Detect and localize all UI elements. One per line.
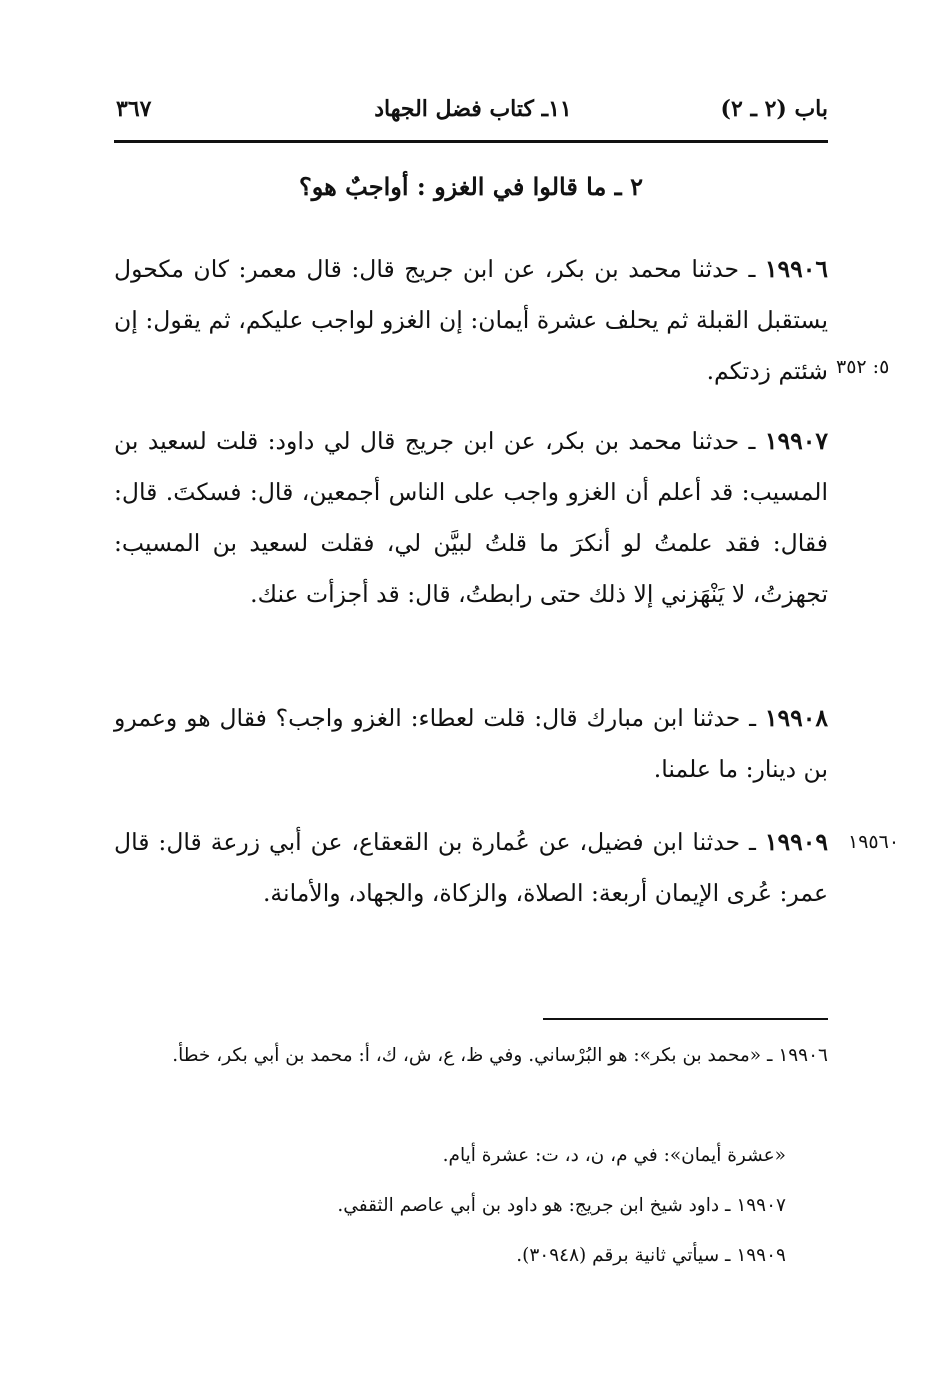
hadith-text: ـ حدثنا ابن فضيل، عن عُمارة بن القعقاع، عن أبي زرعة قال: قال عمر: عُرى الإيمان أربعة: الصلاة، والزكاة، والجهاد، والأمانة.	[114, 828, 828, 907]
hadith-paragraph	[114, 693, 828, 795]
footnote: ١٩٩٠٧ ـ داود شيخ ابن جريج: هو داود بن أبي عاصم الثقفي.	[337, 1195, 786, 1216]
hadith-paragraph	[114, 817, 828, 919]
header-rule	[114, 140, 828, 143]
hadith-paragraph	[114, 416, 828, 620]
margin-note: ٥: ٣٥٢	[836, 356, 890, 378]
hadith-number: ١٩٩٠٧	[764, 427, 828, 455]
hadith-text: ـ حدثنا محمد بن بكر، عن ابن جريج قال لي داود: قلت لسعيد بن المسيب: قد أعلم أن الغزو واجب على الناس أجمعين، قال: فسكتَ. قال: فقال: فقد علمتُ لو أنكرَ ما قلتُ لبيَّن لي، فقلت لسعيد بن المسيب: تجهزتُ، لا يَنْهَزني إلا ذلك حتى رابطتُ، قال: قد أجزأت عنك.	[114, 427, 828, 608]
hadith-text: ـ حدثنا ابن مبارك قال: قلت لعطاء: الغزو واجب؟ فقال هو وعمرو بن دينار: ما علمنا.	[114, 704, 828, 783]
book-title: ١١ـ كتاب فضل الجهاد	[374, 96, 572, 122]
chapter-title: ٢ ـ ما قالوا في الغزو : أواجبٌ هو؟	[299, 172, 643, 201]
hadith-number: ١٩٩٠٨	[764, 704, 828, 732]
footnote: «عشرة أيمان»: في م، ن، د، ت: عشرة أيام.	[442, 1145, 786, 1166]
hadith-number: ١٩٩٠٩	[764, 828, 828, 856]
footnote: ١٩٩٠٩ ـ سيأتي ثانية برقم (٣٠٩٤٨).	[516, 1245, 786, 1266]
footnote-rule	[543, 1018, 828, 1020]
hadith-paragraph	[114, 244, 828, 397]
hadith-text: ـ حدثنا محمد بن بكر، عن ابن جريج قال: قال معمر: كان مكحول يستقبل القبلة ثم يحلف عشرة أيمان: إن الغزو لواجب عليكم، ثم يقول: إن شئتم زدتكم.	[114, 255, 828, 385]
section-reference: باب (٢ ـ ٢)	[720, 96, 828, 122]
hadith-number: ١٩٩٠٦	[764, 255, 828, 283]
page-number: ٣٦٧	[116, 96, 152, 122]
footnote: ١٩٩٠٦ ـ «محمد بن بكر»: هو البُرْساني. وفي ظ، ع، ش، ك، أ: محمد بن أبي بكر، خطأ.	[172, 1045, 828, 1066]
margin-note: ١٩٥٦٠	[848, 831, 900, 853]
